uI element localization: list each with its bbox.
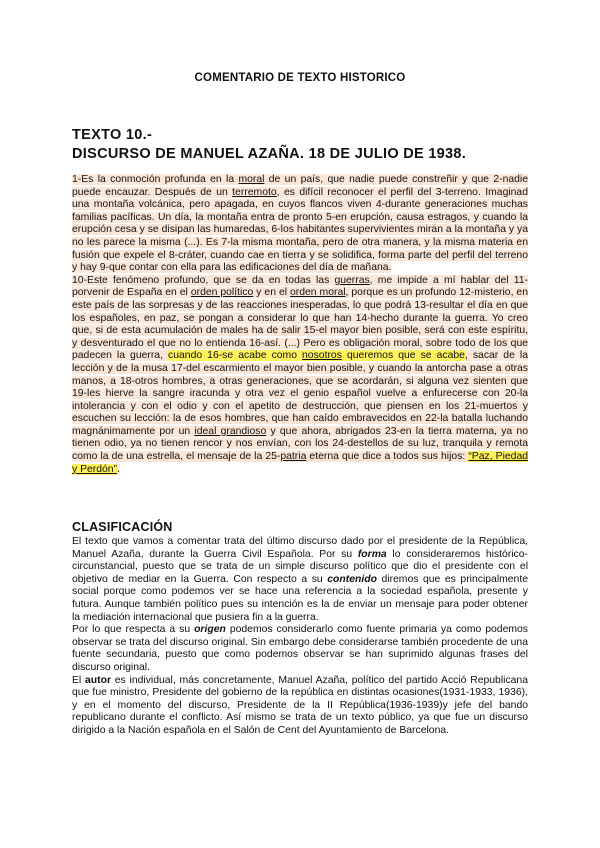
text-run: diremos que es principalmente social porque como podemos ver se hace una referencia a la sociedad española, presente y futura. Aunque también político pues su intención es la de enviar un mensaje para poder obtener la mediación internacional que pusiera fin a la guerra. <box>72 573 529 623</box>
underlined-term: patria <box>280 451 307 463</box>
emphasis-term: origen <box>194 624 226 636</box>
text-run: 1-Es la conmoción profunda en la <box>72 174 239 185</box>
underlined-term: guerras <box>334 274 370 286</box>
underlined-term: nosotros <box>302 350 342 362</box>
text-run: El texto que vamos a comentar trata del último discurso dado por el presidente de la República, Manuel Azaña, durante la Guerra Civil Española. Por su <box>72 536 528 560</box>
document-title: COMENTARIO DE TEXTO HISTORICO <box>194 72 406 84</box>
text-run: El <box>72 674 86 686</box>
text-run: Por lo que respecta a su <box>72 624 195 636</box>
text-title-heading: DISCURSO DE MANUEL AZAÑA. 18 DE JULIO DE 1938. <box>72 146 467 162</box>
clasificacion-paragraph-3 <box>72 675 528 738</box>
closing-quote: “Paz, Piedad y Perdón” <box>72 451 529 475</box>
underlined-term: orden moral <box>290 287 346 299</box>
text-number-heading: TEXTO 10.- <box>72 127 153 143</box>
highlighted-text <box>72 275 528 362</box>
underlined-term: ideal grandioso <box>194 425 267 437</box>
text-run: es individual, más concretamente, Manuel Azaña, político del partido Acció Republicana que fue ministro, Presidente del gobierno de la república en distintas ocasiones(1931-1933, 1936), y en el momento del discurso, Presidente de la II República(1936-1939)y jefe del bando republicano durante el conflicto. Así mismo se trata de un texto público, ya que fue un discurso dirigido a la Nación española en el Salón de Cent del Ayuntamiento de Barcelona. <box>72 674 528 736</box>
emphasis-term: autor <box>85 674 111 686</box>
source-paragraph-1 <box>72 174 528 275</box>
text-run: podemos considerarlo como fuente primaria ya como podemos observar se trata del discurso original. Sin embargo debe considerarse también procedente de una fuente secundaria, puesto que como podemos observar se han suprimido algunas frases del discurso original. <box>72 624 528 673</box>
text-run: , porque es un profundo 12-misterio, en este país de las sorpresas y de las reacciones inesperadas, lo que podrá 13-resultar el día en que los españoles, en paz, se pongan a considerar lo que han 14-hecho durante la guerra. Yo creo que, si de esta acumulación de males ha de salir 15-el mayor bien posible, será con este espíritu, y desventurado el que no lo entienda 16-así. (...) Pero es obligación moral, sobre todo de los que padecen la guerra, <box>72 287 528 362</box>
text-run: , sacar de la lección y de la musa 17-del escarmiento el mayor bien posible, y cuando la antorcha pase a otras manos, a 18-otros hombres, a otras generaciones, que se acordarán, si alguna vez sienten que 19-les hierve la sangre iracunda y otra vez el genio español vuelve a enfurecerse con 20-la intolerancia y con el odio y con el apetito de destrucción, que piensen en los 21-muertos y escuchen su lección: la de esos hombres, que han caído embravecidos en 22-la batalla luchando magnánimamente por un <box>72 350 529 437</box>
section-title: CLASIFICACIÓN <box>72 520 173 534</box>
text-run: y en el <box>253 287 291 299</box>
text-run: cuando 16-se acabe como <box>168 350 303 362</box>
emphasis-term: forma <box>357 548 387 560</box>
text-run: de un país, que nadie puede constreñir y que 2-nadie puede encauzar. Después de un <box>72 174 529 198</box>
clasificacion-paragraph-1 <box>72 536 528 624</box>
text-run: . <box>117 463 120 475</box>
yellow-highlight <box>168 350 465 361</box>
text-run: eterna que dice a todos sus hijos: <box>306 451 469 463</box>
text-run: , es difícil reconocer el perfil del 3-terreno. Imaginad una montaña volcánica, pero apagada, en cuyos flancos viven 4-durante generaciones muchas familias pacíficas. Un día, la montaña entra de pronto 5-en erupción, causa estragos, y cuando la erupción cesa y se disipan las humaredas, 6-los habitantes supervivientes miran a la montaña y ya no les parece la misma (...). Es 7-la misma montaña, pero de otra manera, y la misma materia en fusión que expele el 8-cráter, cuando cae en tierra y se solidifica, forma parte del perfil del terreno y hay 9-que contar con ella para las edificaciones del día de mañana. <box>72 186 528 274</box>
text-run: queremos que se acabe <box>341 350 465 362</box>
text-run: y que ahora, abrigados 23-en la tierra materna, ya no tienen odio, ya no tienen rencor y nos envían, con los 24-destellos de su luz, tranquila y remota como la de una estrella, el mensaje de la 25- <box>72 425 528 463</box>
emphasis-term: contenido <box>327 573 377 585</box>
source-paragraph-2 <box>72 275 528 477</box>
highlighted-text <box>72 174 528 273</box>
underlined-term: moral <box>238 174 265 185</box>
text-run: lo consideraremos histórico-circunstancial, puesto que se trata de un simple discurso político que dio el presidente con el objetivo de mediar en la Guerra. Con respecto a su <box>72 548 528 585</box>
highlighted-text <box>72 350 528 462</box>
clasificacion-paragraph-2 <box>72 624 528 674</box>
source-text <box>72 174 528 476</box>
text-run: , me impide a mí hablar del 11-porvenir de España en el <box>72 274 528 299</box>
underlined-term: orden político <box>190 287 254 299</box>
clasificacion-section <box>72 520 528 738</box>
text-run: 10-Este fenómeno profundo, que se da en todas las <box>72 274 335 286</box>
underlined-term: terremoto <box>232 186 277 198</box>
